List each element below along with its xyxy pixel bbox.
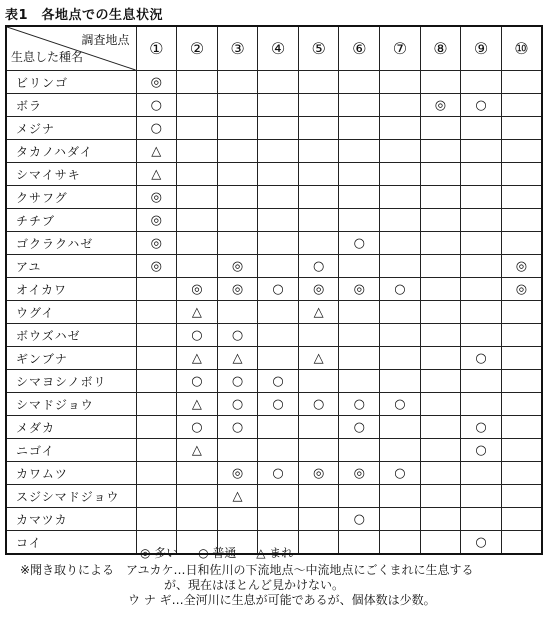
legend bbox=[140, 544, 309, 561]
table-row bbox=[6, 209, 542, 232]
abundance-mark bbox=[501, 370, 542, 393]
table-row bbox=[6, 324, 542, 347]
abundance-mark bbox=[217, 140, 258, 163]
site-header: ④ bbox=[258, 26, 299, 71]
abundance-mark bbox=[380, 186, 421, 209]
table-row bbox=[6, 347, 542, 370]
table-title: 表1 各地点での生息状況 bbox=[5, 8, 164, 23]
abundance-mark bbox=[461, 370, 502, 393]
abundance-mark bbox=[501, 531, 542, 555]
abundance-mark bbox=[420, 531, 461, 555]
abundance-mark: ○ bbox=[298, 393, 339, 416]
abundance-mark: ○ bbox=[217, 324, 258, 347]
abundance-mark bbox=[217, 232, 258, 255]
abundance-mark bbox=[461, 71, 502, 94]
species-name: タカノハダイ bbox=[6, 140, 136, 163]
abundance-mark bbox=[501, 347, 542, 370]
abundance-mark bbox=[339, 209, 380, 232]
abundance-mark bbox=[298, 508, 339, 531]
abundance-mark bbox=[420, 163, 461, 186]
abundance-mark: ◎ bbox=[136, 232, 177, 255]
species-name: シマヨシノボリ bbox=[6, 370, 136, 393]
site-header: ② bbox=[177, 26, 218, 71]
abundance-mark bbox=[177, 232, 218, 255]
abundance-mark bbox=[420, 462, 461, 485]
table-row bbox=[6, 278, 542, 301]
species-name: アユ bbox=[6, 255, 136, 278]
abundance-mark: △ bbox=[177, 439, 218, 462]
abundance-mark: ○ bbox=[177, 324, 218, 347]
abundance-mark: ○ bbox=[461, 347, 502, 370]
abundance-mark bbox=[420, 393, 461, 416]
abundance-mark: ◎ bbox=[501, 278, 542, 301]
abundance-mark bbox=[501, 462, 542, 485]
abundance-mark bbox=[461, 508, 502, 531]
abundance-mark bbox=[380, 347, 421, 370]
abundance-mark: ○ bbox=[380, 393, 421, 416]
abundance-mark bbox=[461, 485, 502, 508]
site-header: ⑨ bbox=[461, 26, 502, 71]
abundance-mark bbox=[136, 462, 177, 485]
abundance-mark: △ bbox=[177, 393, 218, 416]
table-row bbox=[6, 508, 542, 531]
abundance-mark bbox=[298, 94, 339, 117]
abundance-mark bbox=[420, 71, 461, 94]
abundance-mark bbox=[380, 163, 421, 186]
abundance-mark bbox=[380, 232, 421, 255]
abundance-mark bbox=[339, 255, 380, 278]
site-header: ③ bbox=[217, 26, 258, 71]
abundance-mark bbox=[380, 255, 421, 278]
abundance-mark: ◎ bbox=[298, 278, 339, 301]
abundance-mark bbox=[339, 163, 380, 186]
table-row bbox=[6, 370, 542, 393]
abundance-mark bbox=[380, 531, 421, 555]
note-line: ウ ナ ギ…全河川に生息が可能であるが、個体数は少数。 bbox=[20, 593, 436, 607]
legend-rare: △ まれ bbox=[256, 546, 294, 560]
abundance-mark: △ bbox=[217, 485, 258, 508]
abundance-mark: ○ bbox=[380, 462, 421, 485]
abundance-mark bbox=[177, 485, 218, 508]
table-row bbox=[6, 462, 542, 485]
abundance-mark bbox=[136, 278, 177, 301]
header-row bbox=[6, 26, 542, 71]
abundance-mark bbox=[380, 71, 421, 94]
abundance-mark: ◎ bbox=[136, 186, 177, 209]
site-header: ⑤ bbox=[298, 26, 339, 71]
abundance-mark bbox=[177, 117, 218, 140]
abundance-mark bbox=[339, 117, 380, 140]
table-row bbox=[6, 255, 542, 278]
abundance-mark: ◎ bbox=[339, 278, 380, 301]
abundance-mark bbox=[258, 347, 299, 370]
abundance-mark: ○ bbox=[380, 278, 421, 301]
abundance-mark bbox=[258, 416, 299, 439]
abundance-mark bbox=[501, 439, 542, 462]
abundance-mark bbox=[461, 278, 502, 301]
abundance-mark: ◎ bbox=[217, 278, 258, 301]
abundance-mark: ◎ bbox=[136, 71, 177, 94]
abundance-mark: ○ bbox=[339, 508, 380, 531]
survey-point-label: 調査地点 bbox=[81, 33, 130, 47]
abundance-mark bbox=[501, 301, 542, 324]
abundance-mark bbox=[258, 485, 299, 508]
note-line: ※聞き取りによる アユカケ…日和佐川の下流地点〜中流地点にごくまれに生息する bbox=[20, 563, 474, 577]
table-row bbox=[6, 485, 542, 508]
abundance-mark: ○ bbox=[461, 439, 502, 462]
note-line: が、現在はほとんど見かけない。 bbox=[20, 578, 345, 592]
abundance-mark bbox=[136, 370, 177, 393]
abundance-mark bbox=[501, 393, 542, 416]
abundance-mark bbox=[177, 186, 218, 209]
abundance-mark bbox=[461, 393, 502, 416]
abundance-mark bbox=[501, 416, 542, 439]
abundance-mark bbox=[420, 255, 461, 278]
abundance-mark: ○ bbox=[217, 393, 258, 416]
abundance-mark: △ bbox=[136, 140, 177, 163]
abundance-mark bbox=[501, 163, 542, 186]
legend-many: ◎ 多い bbox=[140, 546, 179, 560]
abundance-mark bbox=[339, 370, 380, 393]
abundance-mark bbox=[177, 508, 218, 531]
abundance-mark bbox=[258, 439, 299, 462]
abundance-mark bbox=[258, 186, 299, 209]
abundance-mark bbox=[339, 71, 380, 94]
abundance-mark bbox=[501, 117, 542, 140]
abundance-mark bbox=[420, 301, 461, 324]
abundance-mark bbox=[461, 209, 502, 232]
abundance-mark bbox=[177, 71, 218, 94]
abundance-mark bbox=[298, 186, 339, 209]
abundance-mark bbox=[339, 186, 380, 209]
abundance-mark bbox=[380, 416, 421, 439]
abundance-mark bbox=[298, 485, 339, 508]
abundance-mark: ○ bbox=[177, 370, 218, 393]
abundance-mark bbox=[420, 370, 461, 393]
abundance-mark bbox=[501, 232, 542, 255]
abundance-mark bbox=[339, 347, 380, 370]
table-row bbox=[6, 416, 542, 439]
abundance-mark bbox=[461, 301, 502, 324]
species-name: ゴクラクハゼ bbox=[6, 232, 136, 255]
abundance-mark bbox=[217, 508, 258, 531]
table-row bbox=[6, 439, 542, 462]
table-row bbox=[6, 232, 542, 255]
abundance-mark bbox=[380, 324, 421, 347]
abundance-mark: △ bbox=[298, 347, 339, 370]
abundance-mark bbox=[177, 140, 218, 163]
abundance-mark: △ bbox=[217, 347, 258, 370]
abundance-mark bbox=[501, 324, 542, 347]
abundance-mark: ◎ bbox=[339, 462, 380, 485]
species-name: シマイサキ bbox=[6, 163, 136, 186]
abundance-mark bbox=[298, 209, 339, 232]
abundance-mark bbox=[177, 255, 218, 278]
abundance-mark: ◎ bbox=[298, 462, 339, 485]
site-header: ① bbox=[136, 26, 177, 71]
abundance-mark: ○ bbox=[461, 94, 502, 117]
species-name: カワムツ bbox=[6, 462, 136, 485]
abundance-mark bbox=[298, 117, 339, 140]
species-name: ビリンゴ bbox=[6, 71, 136, 94]
abundance-mark: △ bbox=[298, 301, 339, 324]
abundance-mark bbox=[420, 324, 461, 347]
abundance-mark bbox=[420, 347, 461, 370]
abundance-mark bbox=[420, 117, 461, 140]
abundance-mark bbox=[217, 117, 258, 140]
abundance-mark bbox=[339, 439, 380, 462]
abundance-mark bbox=[380, 140, 421, 163]
abundance-mark: ○ bbox=[258, 462, 299, 485]
table-row bbox=[6, 301, 542, 324]
abundance-mark: ○ bbox=[136, 94, 177, 117]
abundance-mark bbox=[501, 508, 542, 531]
abundance-mark bbox=[217, 186, 258, 209]
abundance-mark: ○ bbox=[339, 232, 380, 255]
abundance-mark bbox=[380, 94, 421, 117]
species-name: クサフグ bbox=[6, 186, 136, 209]
abundance-mark bbox=[258, 255, 299, 278]
abundance-mark bbox=[136, 416, 177, 439]
abundance-mark bbox=[461, 232, 502, 255]
table-body bbox=[6, 71, 542, 555]
abundance-mark bbox=[461, 255, 502, 278]
abundance-mark: ○ bbox=[217, 370, 258, 393]
abundance-mark bbox=[136, 324, 177, 347]
abundance-mark: ◎ bbox=[136, 255, 177, 278]
abundance-mark bbox=[380, 508, 421, 531]
abundance-mark bbox=[217, 209, 258, 232]
abundance-mark: △ bbox=[136, 163, 177, 186]
abundance-mark bbox=[177, 163, 218, 186]
abundance-mark bbox=[258, 232, 299, 255]
abundance-mark: ◎ bbox=[136, 209, 177, 232]
abundance-mark bbox=[298, 416, 339, 439]
abundance-mark: ○ bbox=[136, 117, 177, 140]
abundance-mark bbox=[177, 462, 218, 485]
table-row bbox=[6, 117, 542, 140]
abundance-mark bbox=[380, 485, 421, 508]
species-name: ボラ bbox=[6, 94, 136, 117]
abundance-mark: △ bbox=[177, 347, 218, 370]
abundance-mark bbox=[461, 462, 502, 485]
table-row bbox=[6, 163, 542, 186]
abundance-mark bbox=[258, 71, 299, 94]
abundance-mark bbox=[258, 301, 299, 324]
table-row bbox=[6, 393, 542, 416]
abundance-mark bbox=[258, 117, 299, 140]
abundance-mark: ○ bbox=[339, 393, 380, 416]
abundance-mark: △ bbox=[177, 301, 218, 324]
abundance-mark: ◎ bbox=[177, 278, 218, 301]
species-name: ギンブナ bbox=[6, 347, 136, 370]
species-name: メジナ bbox=[6, 117, 136, 140]
abundance-mark bbox=[177, 94, 218, 117]
abundance-mark bbox=[136, 508, 177, 531]
abundance-mark bbox=[136, 347, 177, 370]
species-name: コイ bbox=[6, 531, 136, 555]
abundance-mark bbox=[298, 140, 339, 163]
abundance-mark: ○ bbox=[258, 393, 299, 416]
abundance-mark bbox=[136, 485, 177, 508]
site-header: ⑩ bbox=[501, 26, 542, 71]
abundance-mark bbox=[258, 209, 299, 232]
abundance-mark bbox=[136, 393, 177, 416]
site-header: ⑦ bbox=[380, 26, 421, 71]
abundance-mark bbox=[177, 209, 218, 232]
abundance-mark: ◎ bbox=[217, 255, 258, 278]
species-name: ニゴイ bbox=[6, 439, 136, 462]
abundance-mark bbox=[380, 301, 421, 324]
species-name: カマツカ bbox=[6, 508, 136, 531]
abundance-mark bbox=[380, 117, 421, 140]
abundance-mark bbox=[461, 324, 502, 347]
abundance-mark bbox=[420, 140, 461, 163]
abundance-mark bbox=[298, 163, 339, 186]
abundance-mark bbox=[501, 94, 542, 117]
notes bbox=[20, 563, 473, 608]
abundance-mark: ◎ bbox=[420, 94, 461, 117]
abundance-mark bbox=[298, 232, 339, 255]
site-header: ⑧ bbox=[420, 26, 461, 71]
species-name: シマドジョウ bbox=[6, 393, 136, 416]
species-name: ウグイ bbox=[6, 301, 136, 324]
abundance-mark bbox=[420, 209, 461, 232]
abundance-mark bbox=[258, 140, 299, 163]
abundance-mark bbox=[461, 117, 502, 140]
table-row bbox=[6, 186, 542, 209]
abundance-mark: ○ bbox=[461, 531, 502, 555]
abundance-mark bbox=[501, 209, 542, 232]
abundance-mark: ○ bbox=[177, 416, 218, 439]
abundance-mark bbox=[339, 94, 380, 117]
abundance-mark bbox=[258, 508, 299, 531]
abundance-mark bbox=[217, 94, 258, 117]
abundance-mark bbox=[339, 301, 380, 324]
abundance-mark bbox=[339, 531, 380, 555]
abundance-mark bbox=[258, 324, 299, 347]
abundance-mark bbox=[136, 301, 177, 324]
species-name: チチブ bbox=[6, 209, 136, 232]
abundance-mark: ○ bbox=[217, 416, 258, 439]
abundance-mark bbox=[136, 439, 177, 462]
abundance-mark bbox=[501, 71, 542, 94]
table-row bbox=[6, 71, 542, 94]
abundance-mark bbox=[461, 186, 502, 209]
abundance-mark bbox=[420, 278, 461, 301]
species-name: メダカ bbox=[6, 416, 136, 439]
habitat-table bbox=[5, 25, 543, 555]
abundance-mark bbox=[339, 140, 380, 163]
abundance-mark: ○ bbox=[298, 255, 339, 278]
abundance-mark bbox=[420, 232, 461, 255]
corner-cell bbox=[6, 26, 136, 71]
abundance-mark: ○ bbox=[258, 278, 299, 301]
abundance-mark bbox=[380, 209, 421, 232]
site-header: ⑥ bbox=[339, 26, 380, 71]
abundance-mark bbox=[298, 324, 339, 347]
abundance-mark bbox=[380, 439, 421, 462]
abundance-mark bbox=[461, 140, 502, 163]
abundance-mark bbox=[258, 94, 299, 117]
species-name: スジシマドジョウ bbox=[6, 485, 136, 508]
abundance-mark: ◎ bbox=[217, 462, 258, 485]
abundance-mark bbox=[298, 439, 339, 462]
table-row bbox=[6, 94, 542, 117]
abundance-mark bbox=[420, 439, 461, 462]
abundance-mark bbox=[298, 71, 339, 94]
abundance-mark: ◎ bbox=[501, 255, 542, 278]
abundance-mark bbox=[420, 186, 461, 209]
abundance-mark bbox=[217, 439, 258, 462]
species-name: ボウズハゼ bbox=[6, 324, 136, 347]
abundance-mark bbox=[258, 163, 299, 186]
legend-normal: ○ 普通 bbox=[198, 546, 237, 560]
abundance-mark bbox=[501, 140, 542, 163]
abundance-mark: ○ bbox=[258, 370, 299, 393]
abundance-mark bbox=[217, 163, 258, 186]
species-label: 生息した種名 bbox=[11, 50, 84, 64]
abundance-mark bbox=[501, 485, 542, 508]
abundance-mark bbox=[217, 301, 258, 324]
abundance-mark bbox=[420, 485, 461, 508]
abundance-mark bbox=[380, 370, 421, 393]
abundance-mark bbox=[420, 416, 461, 439]
abundance-mark bbox=[420, 508, 461, 531]
abundance-mark bbox=[217, 71, 258, 94]
abundance-mark bbox=[298, 370, 339, 393]
table-row bbox=[6, 140, 542, 163]
abundance-mark bbox=[339, 485, 380, 508]
abundance-mark bbox=[339, 324, 380, 347]
abundance-mark: ○ bbox=[339, 416, 380, 439]
abundance-mark bbox=[501, 186, 542, 209]
abundance-mark: ○ bbox=[461, 416, 502, 439]
species-name: オイカワ bbox=[6, 278, 136, 301]
abundance-mark bbox=[461, 163, 502, 186]
